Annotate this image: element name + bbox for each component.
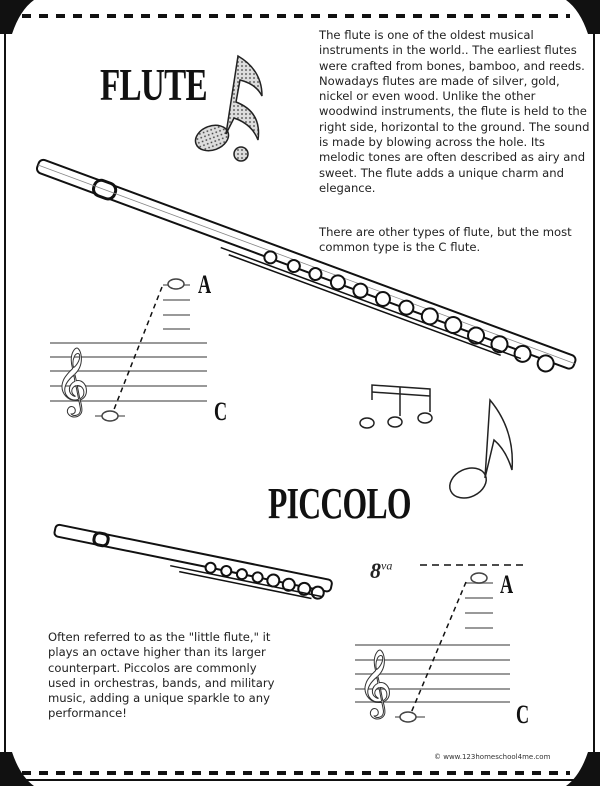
copyright-credit: © www.123homeschool4me.com xyxy=(434,753,551,761)
flute-high-note-label: A xyxy=(198,270,212,299)
treble-clef-icon: 𝄞 xyxy=(55,346,90,414)
note-a xyxy=(168,279,184,289)
flute-title: FLUTE xyxy=(100,59,207,110)
piccolo-description: Often referred to as the "little flute," it plays an octave higher than its larger counterpart. Piccolos are commonly used in orchestras, bands, and military music, adding a unique sparkle to any performance! xyxy=(48,630,275,721)
note-c xyxy=(400,712,416,722)
note-c xyxy=(102,411,118,421)
piccolo-low-note-label: C xyxy=(516,700,530,729)
flute-description-2: There are other types of flute, but the most common type is the C flute. xyxy=(319,225,572,255)
octave-mark xyxy=(370,558,392,584)
octave-mark-suffix: va xyxy=(381,558,393,573)
eighth-note-icon xyxy=(445,400,512,504)
piccolo-high-note-label: A xyxy=(500,570,514,599)
piccolo-illustration xyxy=(52,524,333,602)
piccolo-title: PICCOLO xyxy=(268,479,411,528)
flute-range-staff xyxy=(50,279,207,421)
flute-description: The flute is one of the oldest musical instruments in the world.. The earliest flutes were crafted from bones, bamboo, and reeds. Nowadays flutes are made of silver, gold, nickel or even wood. Unlike the other woodwind instruments, the flute is held to the right side, horizontal to the ground. The sound is made by blowing across the hole. Its melodic tones are often described as airy and sweet. The flute adds a unique charm and elegance. xyxy=(319,28,590,195)
flute-low-note-label: C xyxy=(214,397,228,426)
note-a xyxy=(471,573,487,583)
octave-mark-number: 8 xyxy=(370,558,381,583)
treble-clef-icon: 𝄞 xyxy=(358,648,393,716)
beamed-notes-icon xyxy=(360,385,432,428)
